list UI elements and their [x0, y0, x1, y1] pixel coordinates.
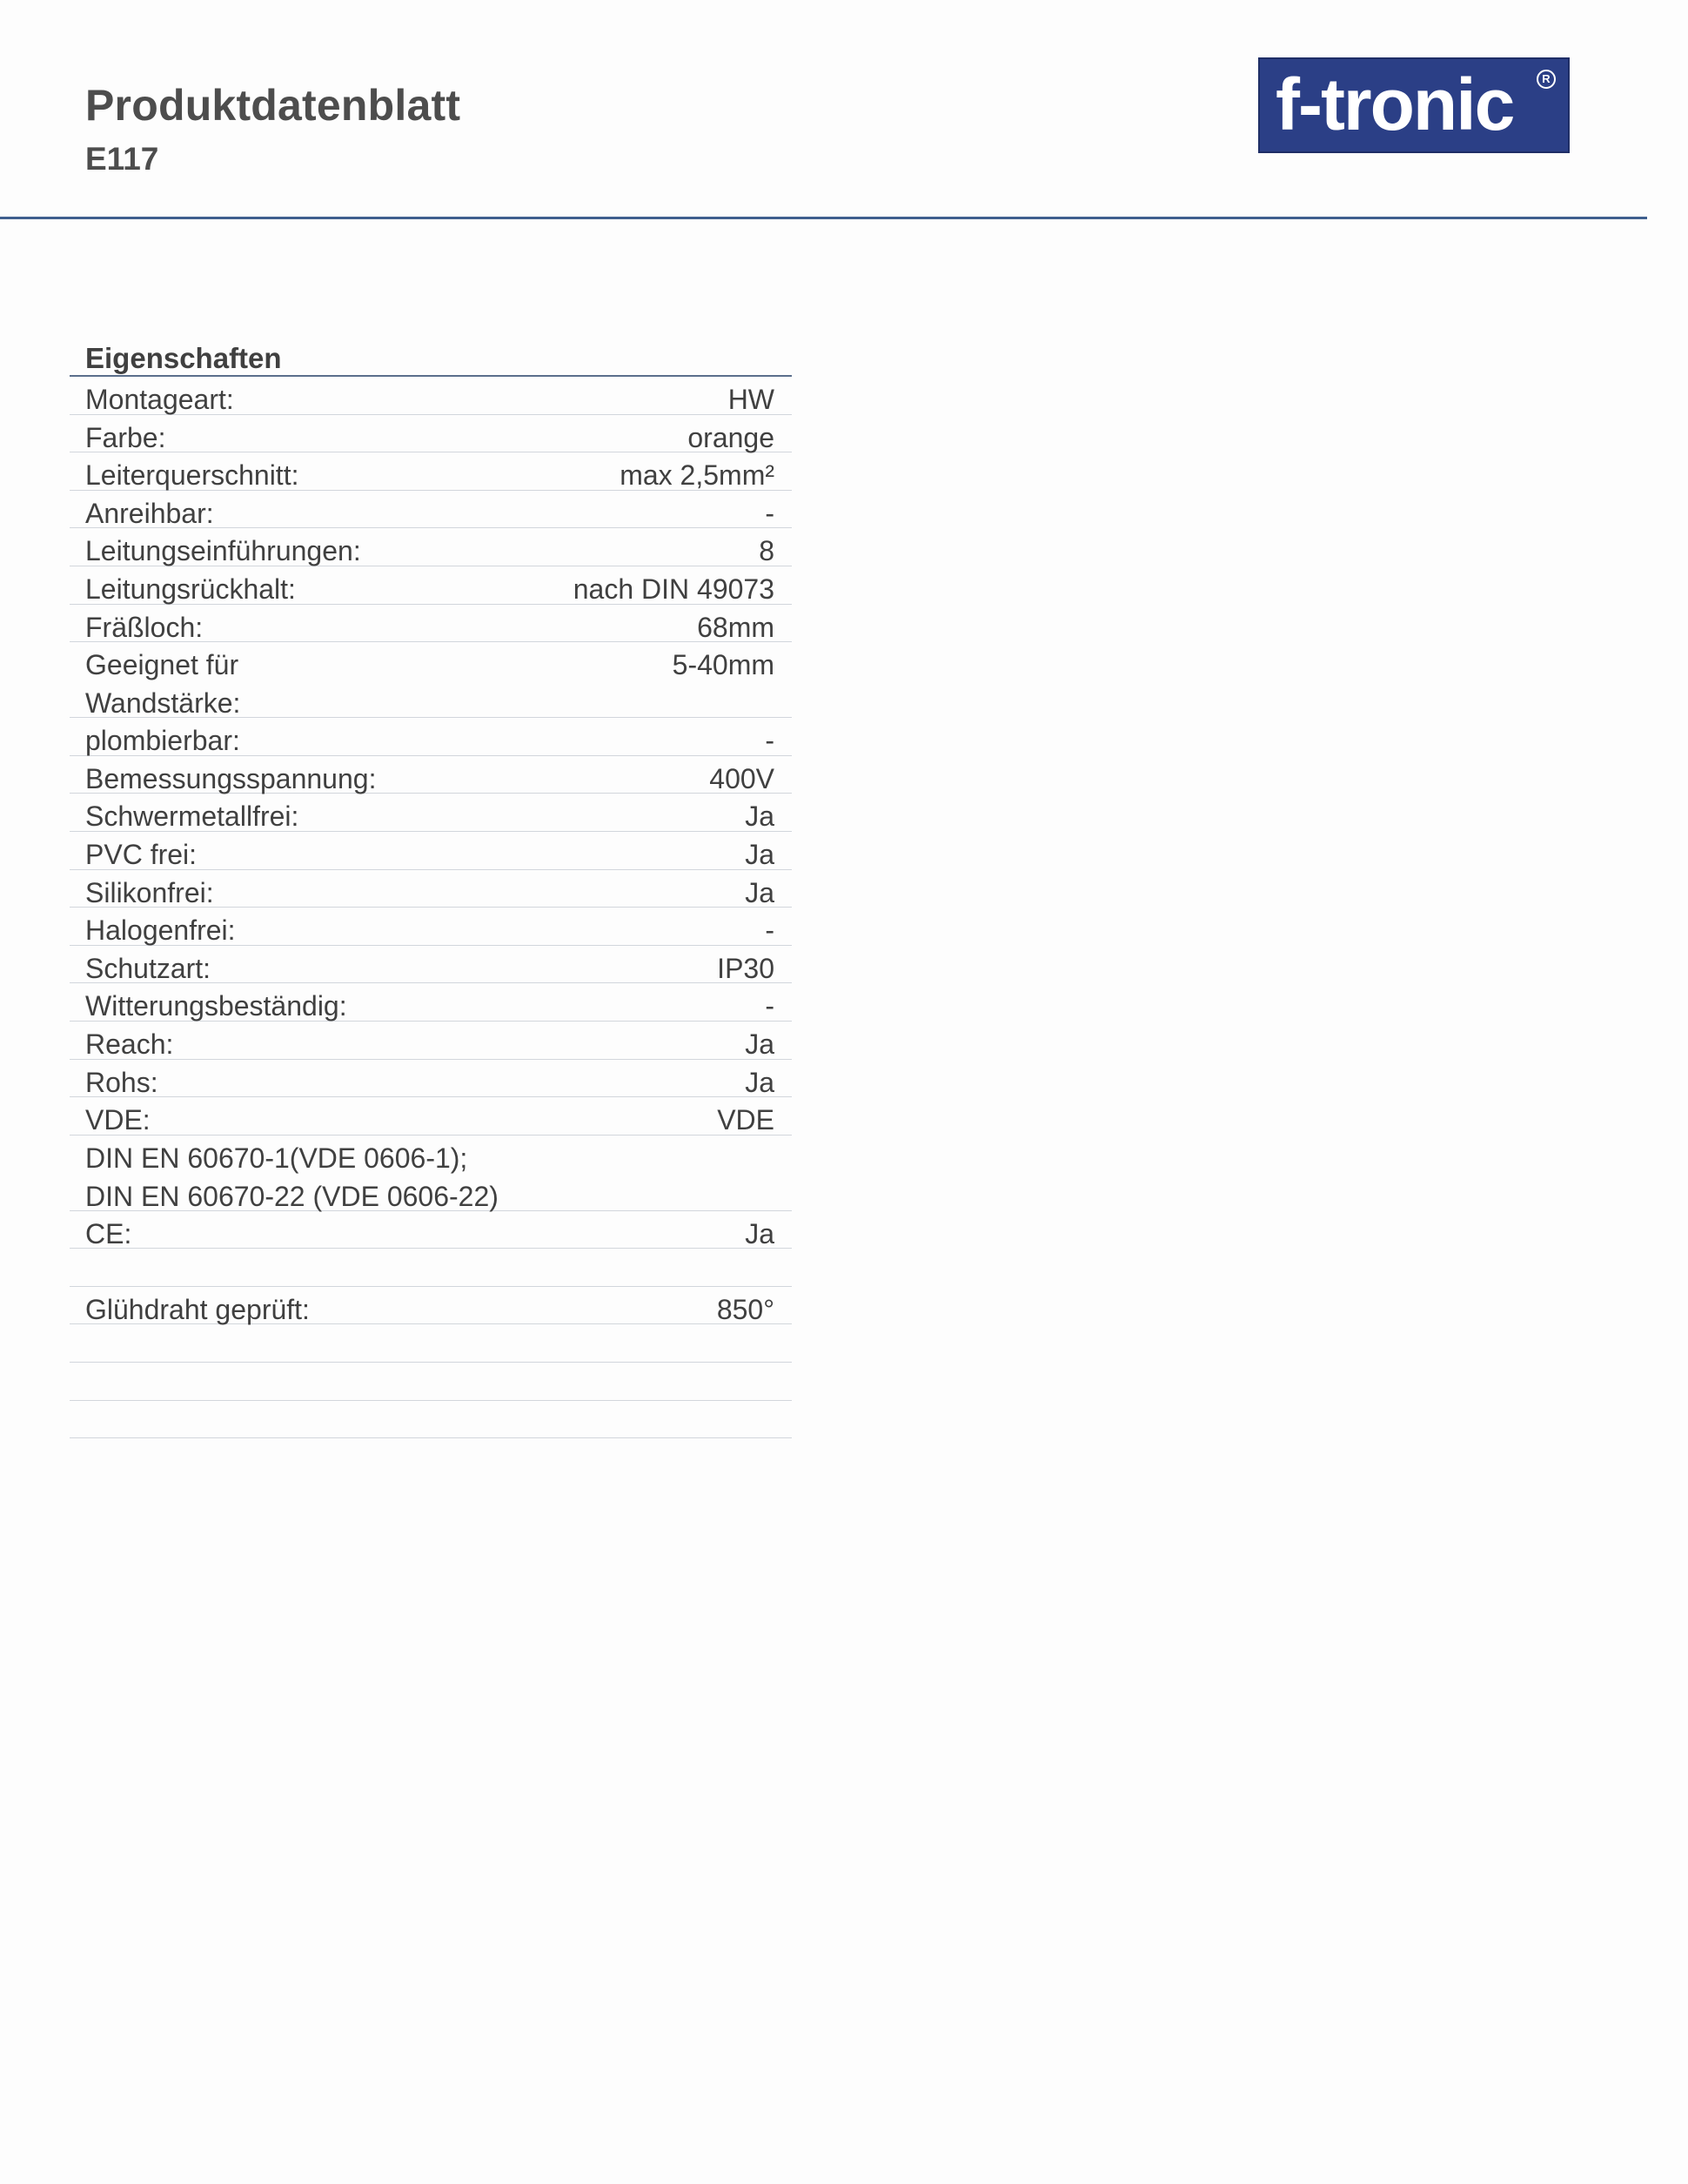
- table-row: [70, 415, 792, 453]
- table-row: [70, 377, 792, 415]
- table-row: [70, 452, 792, 491]
- property-label: Leitungseinführungen:: [85, 535, 361, 567]
- registered-mark-icon: R: [1537, 70, 1556, 89]
- table-row: [70, 1211, 792, 1249]
- property-value: Ja: [745, 838, 774, 870]
- property-value: Ja: [745, 876, 774, 908]
- property-value: max 2,5mm²: [620, 459, 774, 492]
- table-row: [70, 718, 792, 756]
- table-row: [70, 908, 792, 946]
- table-row: [70, 983, 792, 1022]
- property-label: Leiterquerschnitt:: [85, 459, 299, 492]
- table-row: [70, 756, 792, 794]
- property-label: Silikonfrei:: [85, 876, 214, 908]
- property-label: Fräßloch:: [85, 611, 204, 643]
- property-value: orange: [687, 421, 774, 453]
- property-label: PVC frei:: [85, 838, 198, 870]
- table-row: [70, 870, 792, 908]
- table-row: [70, 1060, 792, 1098]
- property-label: Leitungsrückhalt:: [85, 573, 296, 605]
- property-label: Schwermetallfrei:: [85, 801, 299, 833]
- table-row: [70, 946, 792, 984]
- table-row: [70, 832, 792, 870]
- property-label: Halogenfrei:: [85, 914, 236, 947]
- table-row: [70, 1363, 792, 1401]
- property-value: 850°: [716, 1293, 774, 1325]
- property-value: Ja: [745, 1028, 774, 1060]
- property-value: -: [765, 497, 774, 529]
- table-row: [70, 1136, 792, 1211]
- property-label: Witterungsbeständig:: [85, 990, 347, 1022]
- property-value: VDE: [717, 1104, 774, 1136]
- table-row: [70, 1324, 792, 1363]
- property-value: -: [765, 990, 774, 1022]
- property-value: Ja: [745, 1217, 774, 1249]
- property-value: 5-40mm: [672, 649, 774, 681]
- property-label: Glühdraht geprüft:: [85, 1293, 310, 1325]
- property-label: Geeignet für Wandstärke:: [85, 649, 241, 720]
- product-code: E117: [85, 141, 159, 177]
- table-row: [70, 605, 792, 643]
- property-label: Montageart:: [85, 384, 234, 415]
- f-tronic-logo: [1258, 57, 1570, 153]
- property-value: 8: [759, 535, 774, 567]
- property-value: 68mm: [697, 611, 774, 643]
- property-label: DIN EN 60670-1(VDE 0606-1); DIN EN 60670-22 (VDE 0606-22): [85, 1142, 499, 1212]
- table-row: [70, 1401, 792, 1439]
- properties-rows: [70, 377, 792, 1438]
- table-row: [70, 1287, 792, 1325]
- header-divider: [0, 217, 1647, 219]
- properties-heading: Eigenschaften: [85, 342, 282, 374]
- logo-wordmark: f-tronic: [1276, 64, 1514, 145]
- property-value: Ja: [745, 801, 774, 833]
- table-row: [70, 528, 792, 566]
- properties-table: [70, 337, 792, 1438]
- property-label: Anreihbar:: [85, 497, 214, 529]
- property-label: plombierbar:: [85, 725, 240, 757]
- table-row: [70, 1249, 792, 1287]
- table-row: [70, 794, 792, 832]
- property-label: Bemessungsspannung:: [85, 762, 377, 794]
- table-row: [70, 1022, 792, 1060]
- property-label: Farbe:: [85, 421, 166, 453]
- property-value: -: [765, 725, 774, 757]
- property-value: IP30: [717, 952, 774, 984]
- property-label: CE:: [85, 1217, 132, 1249]
- property-value: nach DIN 49073: [573, 573, 774, 605]
- property-label: VDE:: [85, 1104, 151, 1136]
- property-value: 400V: [709, 762, 774, 794]
- table-row: [70, 642, 792, 718]
- property-value: -: [765, 914, 774, 947]
- table-row: [70, 566, 792, 605]
- property-label: Rohs:: [85, 1066, 158, 1098]
- property-value: HW: [727, 384, 774, 415]
- property-label: Schutzart:: [85, 952, 211, 984]
- property-label: Reach:: [85, 1028, 174, 1060]
- table-row: [70, 491, 792, 529]
- table-row: [70, 1097, 792, 1136]
- property-value: Ja: [745, 1066, 774, 1098]
- page-title: Produktdatenblatt: [85, 81, 461, 130]
- properties-heading-row: [70, 337, 792, 377]
